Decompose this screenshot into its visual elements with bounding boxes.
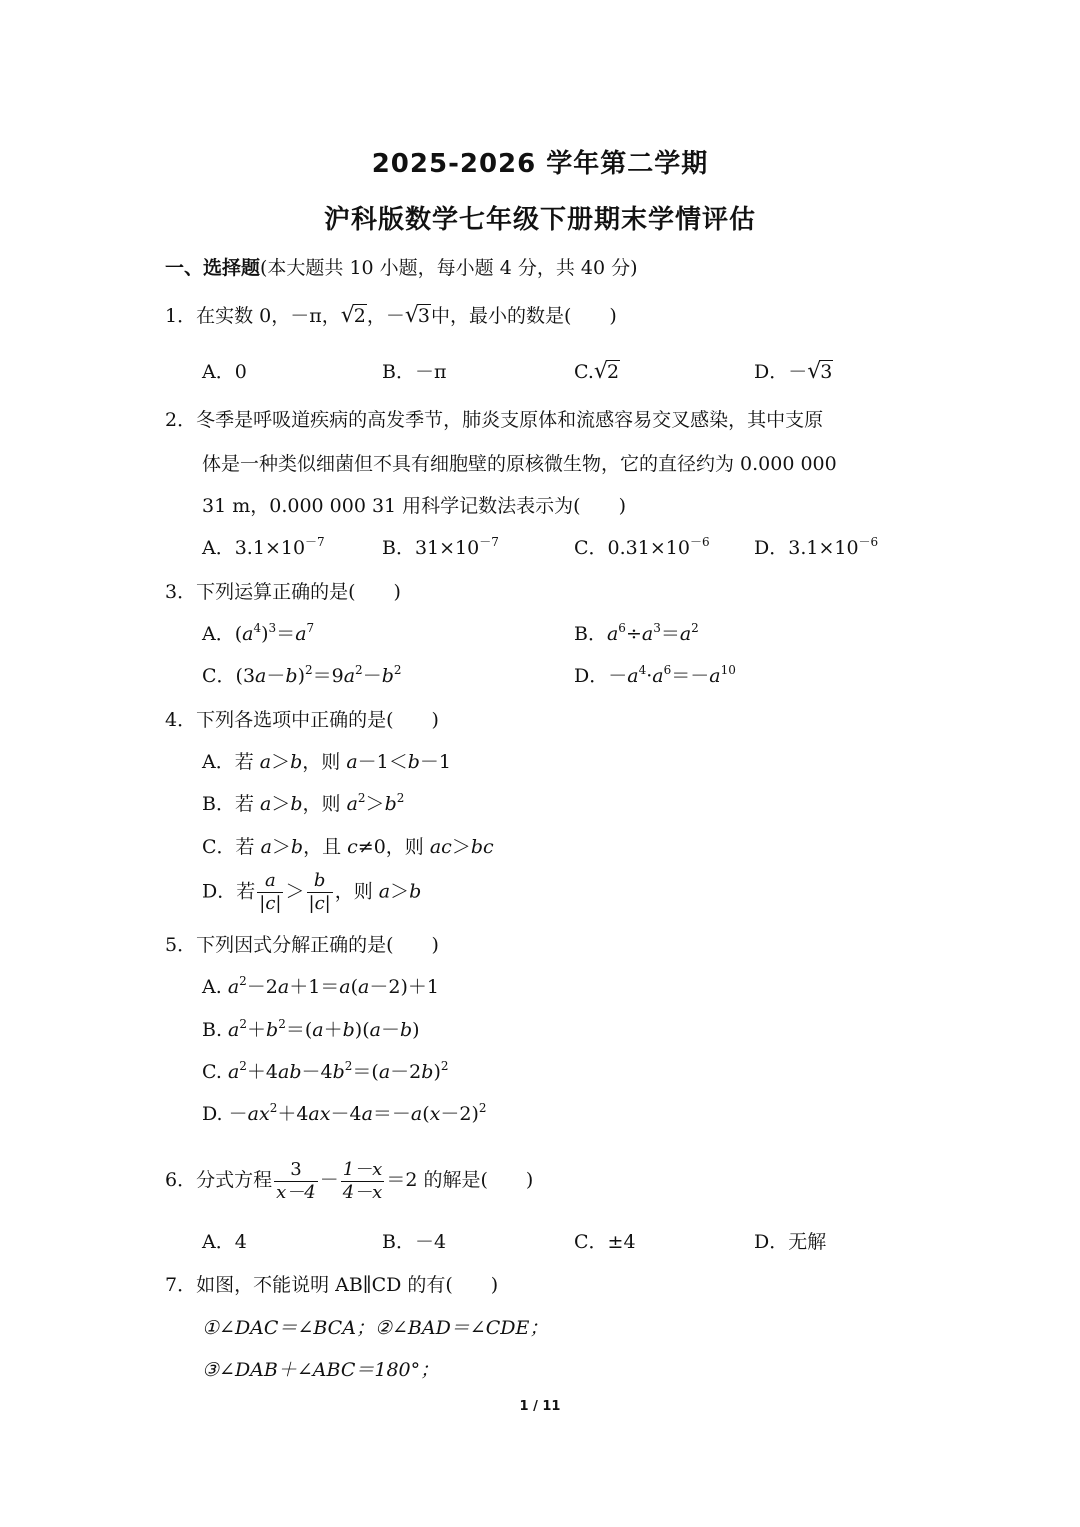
exponent: －6 (689, 535, 710, 549)
question-2-option-b (382, 534, 499, 562)
question-6-option-d: D．无解 (754, 1231, 827, 1253)
question-4-option-c: C．若 a＞b，且 c≠0，则 ac＞bc (202, 836, 494, 858)
sqrt-arg: 3 (417, 305, 430, 327)
question-2-option-a (202, 534, 325, 562)
exponent: －7 (479, 535, 499, 549)
question-3-option-c: C．$(3a-b)^2=9a^2-b^2$ (202, 663, 402, 687)
question-6-option-a: A．4 (202, 1231, 247, 1253)
exam-title-term: 2025-2026 学年第二学期 (371, 149, 709, 179)
sqrt-arg: 2 (353, 305, 366, 327)
question-6-number: 6． (165, 1169, 197, 1191)
question-5-option-b: B. $a^2+b^2=(a+b)(a-b)$ (202, 1017, 420, 1041)
question-3-option-b: B．$a^6\div a^3=a^2$ (574, 621, 699, 645)
sqrt-2: √2 (340, 303, 366, 328)
question-6-option-c: C．±4 (574, 1231, 636, 1253)
question-6-option-b: B．－4 (382, 1231, 447, 1253)
question-5-stem: 5．下列因式分解正确的是( ) (165, 934, 439, 956)
option-letter: C. (574, 361, 594, 383)
question-6-text-pre: 分式方程 (196, 1169, 273, 1191)
section-label: 一、选择题 (165, 257, 261, 279)
question-1-option-a: A．0 (202, 361, 247, 383)
question-2-option-c (574, 534, 710, 562)
question-5-option-c: C. $a^2+4ab-4b^2=(a-2b)^2$ (202, 1059, 449, 1083)
numerator: 1－x (342, 1158, 383, 1180)
sqrt-3: √3 (807, 359, 833, 384)
fraction: $\frac{a}{|c|}$ (259, 870, 282, 914)
denominator: x－4 (276, 1181, 316, 1203)
section-note: (本大题共 10 小题，每小题 4 分，共 40 分) (260, 257, 638, 279)
question-3-stem: 3．下列运算正确的是( ) (165, 581, 401, 603)
fraction: $\frac{b}{|c|}$ (308, 870, 331, 914)
sqrt-2: √2 (593, 359, 620, 384)
option-text: A．3.1×10 (202, 537, 306, 559)
page-number: 1 / 11 (519, 1399, 561, 1414)
question-6-text-post: ＝2 的解是( ) (386, 1169, 534, 1191)
question-2-line-1: 2．冬季是呼吸道疾病的高发季节，肺炎支原体和流感容易交叉感染，其中支原 (165, 409, 824, 431)
option-text: B．31×10 (382, 537, 480, 559)
exam-title-main: 沪科版数学七年级下册期末学情评估 (323, 205, 756, 235)
question-3-option-a: A．$(a^4)^3=a^7$ (202, 621, 315, 645)
question-4-option-a: A．若 a＞b，则 a－1＜b－1 (202, 751, 452, 773)
question-1-number: 1． (165, 305, 197, 327)
numerator: 3 (290, 1158, 302, 1180)
question-2-option-d (754, 534, 878, 562)
question-7-condition-3: ③∠DAB＋∠ABC＝180°； (202, 1359, 440, 1381)
fraction-1-minus-x-over-4-minus-x (341, 1159, 385, 1204)
option-letter: D．－ (754, 361, 808, 383)
section-heading (165, 253, 638, 280)
question-5-option-a: A. $a^2-2a+1=a(a-2)+1$ (202, 974, 439, 998)
exponent: －6 (858, 535, 879, 549)
fraction-3-over-x-minus-4 (274, 1159, 318, 1204)
question-1-option-c (574, 358, 620, 386)
sqrt-arg: 2 (606, 361, 620, 383)
question-3-option-d: D．$-a^4\cdot a^6=-a^{10}$ (574, 663, 736, 687)
sqrt-arg: 3 (820, 361, 833, 383)
question-2-line-2: 体是一种类似细菌但不具有细胞壁的原核微生物，它的直径约为 0.000 000 (202, 453, 837, 475)
question-2-line-3: 31 m，0.000 000 31 用科学记数法表示为( ) (202, 495, 627, 517)
option-text: D．3.1×10 (754, 537, 859, 559)
question-1-option-b: B．－π (382, 361, 447, 383)
question-4-option-b: B．若 a＞b，则 $a^2>b^2$ (202, 791, 405, 815)
question-7-stem: 7．如图，不能说明 AB∥CD 的有( ) (165, 1274, 499, 1296)
option-text: C．0.31×10 (574, 537, 690, 559)
question-4-stem: 4．下列各选项中正确的是( ) (165, 709, 439, 731)
sqrt-3: √3 (404, 303, 430, 328)
exponent: －7 (305, 535, 325, 549)
question-1-stem (165, 302, 617, 330)
question-1-text-post: 中，最小的数是( ) (430, 305, 617, 327)
denominator: 4－x (342, 1181, 383, 1203)
question-1-text-pre: 在实数 0，－π， (196, 305, 341, 327)
question-1-option-d (754, 358, 833, 386)
question-4-option-d: D．若 $\frac{a}{|c|}$ ＞ $\frac{b}{|c|}$ ，则 a＞b (202, 870, 422, 914)
question-5-option-d: D. $-ax^2+4ax-4a=-a(x-2)^2$ (202, 1101, 487, 1125)
minus-sign: － (319, 1169, 339, 1191)
question-6-stem (165, 1155, 533, 1205)
question-7-condition-1-2: ①∠DAC＝∠BCA；②∠BAD＝∠CDE； (202, 1317, 549, 1339)
question-1-text-mid: ，－ (366, 305, 405, 327)
